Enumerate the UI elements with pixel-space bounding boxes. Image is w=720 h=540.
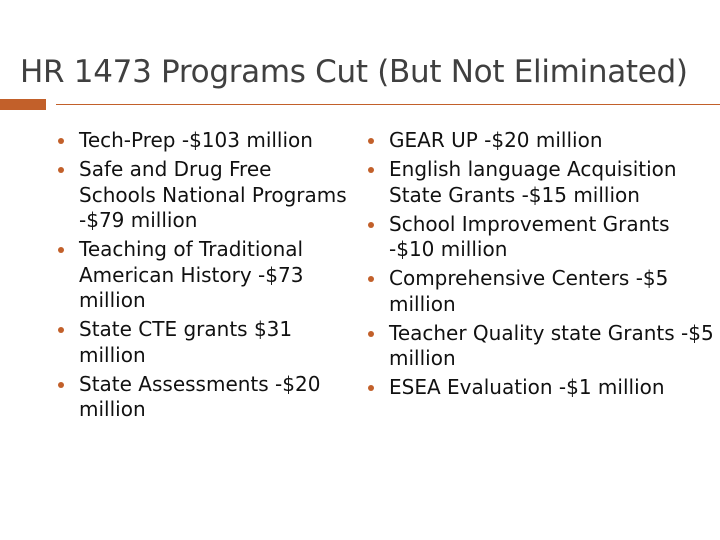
list-item [58, 157, 350, 234]
bullet-dot-icon [58, 382, 64, 388]
list-item [368, 266, 718, 317]
right-bullet-list [368, 128, 718, 404]
list-item [368, 157, 718, 208]
list-item-text: Teacher Quality state Grants -$5 million [389, 320, 714, 370]
title-underline-rule [56, 104, 720, 105]
list-item-text: English language Acquisition State Grants -$15 million [389, 157, 677, 207]
bullet-dot-icon [58, 327, 64, 333]
bullet-dot-icon [58, 247, 64, 253]
list-item-text: Tech-Prep -$103 million [79, 128, 313, 152]
list-item-text: ESEA Evaluation -$1 million [389, 375, 665, 399]
title-accent-block [0, 99, 46, 110]
list-item [58, 372, 350, 423]
slide-title: HR 1473 Programs Cut (But Not Eliminated) [20, 54, 688, 90]
list-item-text: State Assessments -$20 million [79, 371, 321, 421]
list-item [368, 375, 718, 401]
bullet-dot-icon [368, 167, 374, 173]
list-item-text: Teaching of Traditional American History -$73 million [79, 237, 304, 312]
list-item-text: Safe and Drug Free Schools National Programs -$79 million [79, 157, 347, 232]
list-item [58, 317, 350, 368]
list-item [58, 128, 350, 154]
list-item [368, 212, 718, 263]
bullet-dot-icon [368, 138, 374, 144]
list-item [368, 128, 718, 154]
bullet-dot-icon [368, 385, 374, 391]
list-item-text: GEAR UP -$20 million [389, 128, 603, 152]
bullet-dot-icon [58, 138, 64, 144]
bullet-dot-icon [368, 276, 374, 282]
list-item [58, 237, 350, 314]
list-item-text: School Improvement Grants -$10 million [389, 211, 670, 261]
list-item [368, 321, 718, 372]
list-item-text: Comprehensive Centers -$5 million [389, 266, 669, 316]
left-bullet-list [58, 128, 350, 426]
bullet-dot-icon [368, 222, 374, 228]
bullet-dot-icon [58, 167, 64, 173]
list-item-text: State CTE grants $31 million [79, 317, 293, 367]
bullet-dot-icon [368, 331, 374, 337]
